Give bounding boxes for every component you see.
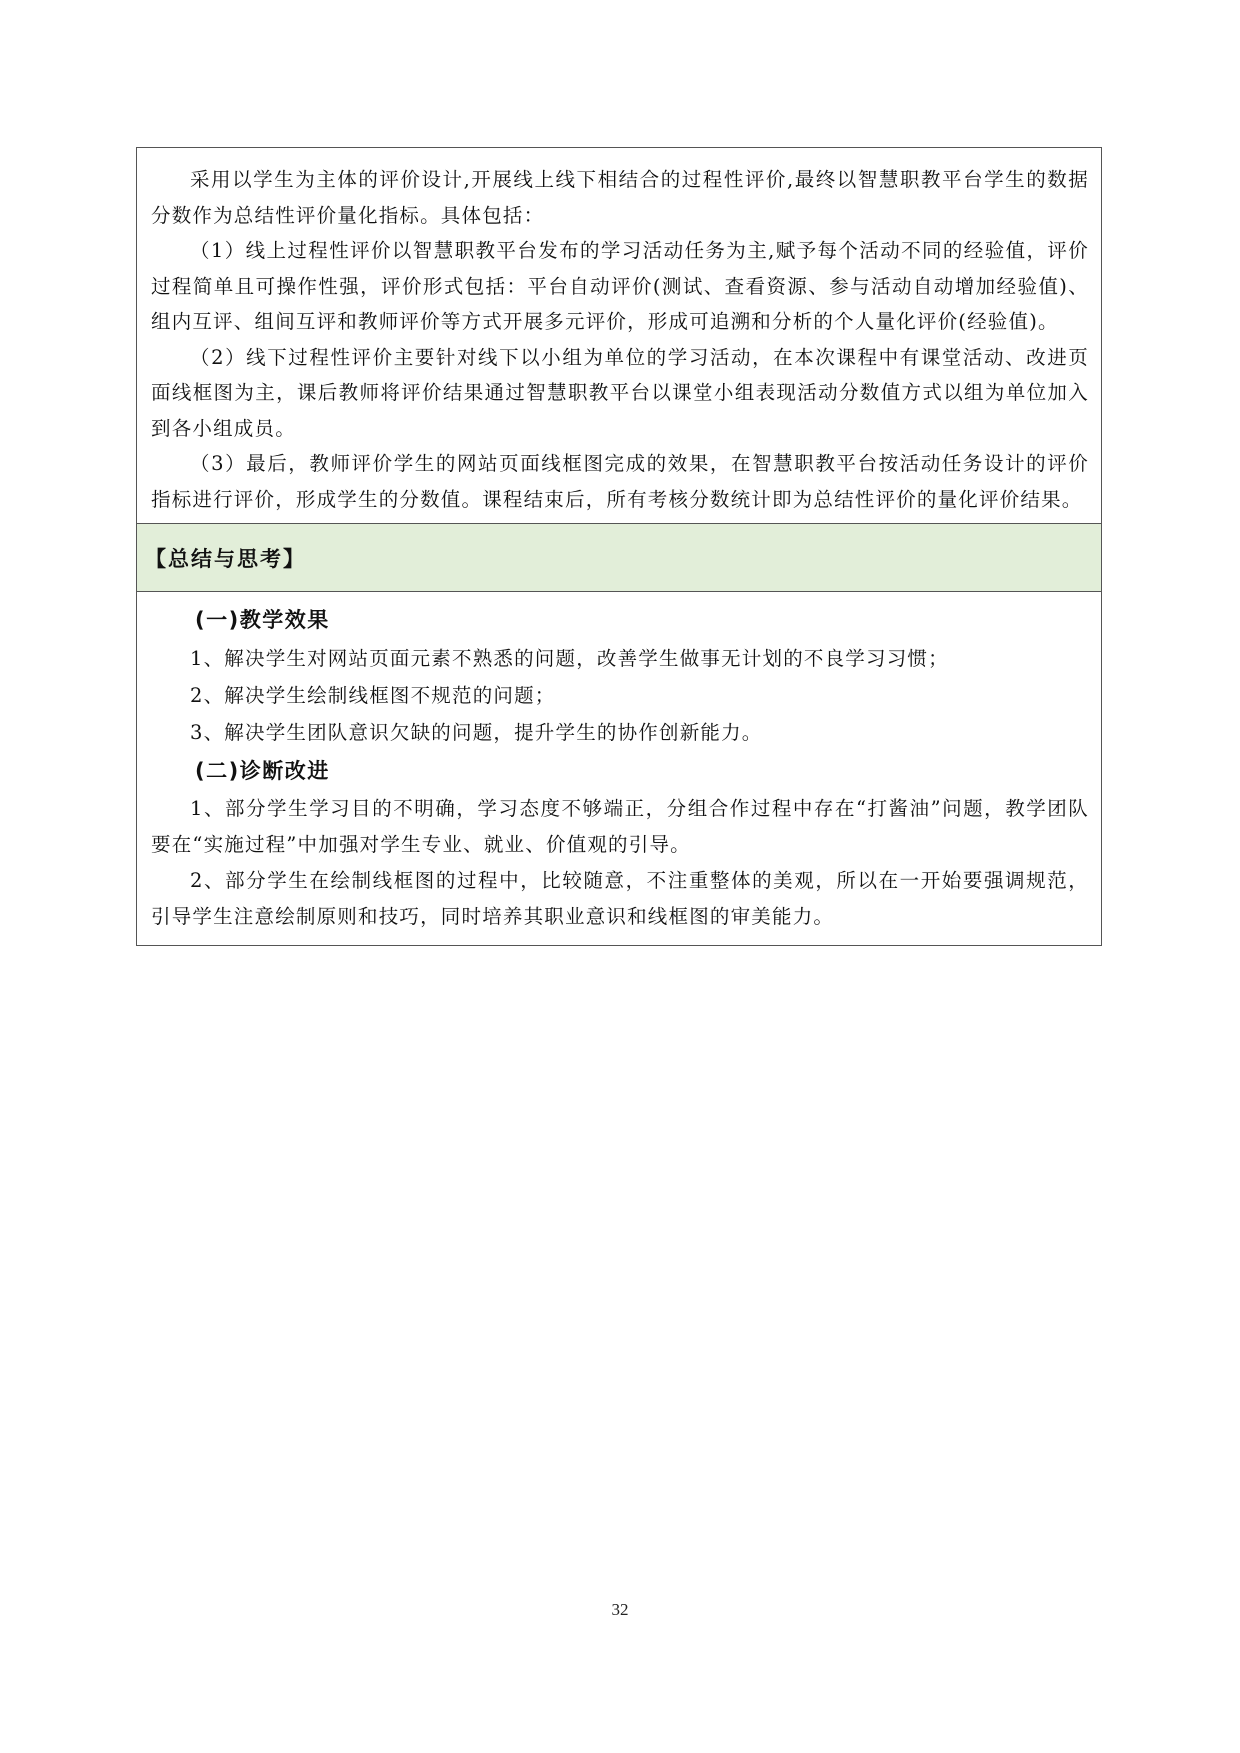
diagnosis-heading: (二)诊断改进 bbox=[195, 759, 330, 783]
content-table bbox=[136, 147, 1102, 946]
diagnosis-item: 1、部分学生学习目的不明确，学习态度不够端正，分组合作过程中存在“打酱油”问题，教学团队要在“实施过程”中加强对学生专业、就业、价值观的引导。 bbox=[151, 797, 1089, 856]
summary-header-title: 【总结与思考】 bbox=[145, 546, 306, 571]
teaching-effect-item: 3、解决学生团队意识欠缺的问题，提升学生的协作创新能力。 bbox=[190, 721, 763, 744]
evaluation-point-1: （1）线上过程性评价以智慧职教平台发布的学习活动任务为主,赋予每个活动不同的经验值，评价过程简单且可操作性强，评价形式包括：平台自动评价(测试、查看资源、参与活动自动增加经验值)、组内互评、组间互评和教师评价等方式开展多元评价，形成可追溯和分析的个人量化评价(经验值)。 bbox=[151, 239, 1089, 333]
evaluation-intro: 采用以学生为主体的评价设计,开展线上线下相结合的过程性评价,最终以智慧职教平台学生的数据分数作为总结性评价量化指标。具体包括： bbox=[151, 168, 1089, 227]
teaching-effect-heading: (一)教学效果 bbox=[195, 608, 330, 632]
evaluation-section bbox=[137, 148, 1101, 524]
summary-header bbox=[137, 524, 1101, 592]
diagnosis-item: 2、部分学生在绘制线框图的过程中，比较随意，不注重整体的美观，所以在一开始要强调规范，引导学生注意绘制原则和技巧，同时培养其职业意识和线框图的审美能力。 bbox=[151, 869, 1089, 928]
evaluation-point-3: （3）最后，教师评价学生的网站页面线框图完成的效果，在智慧职教平台按活动任务设计的评价指标进行评价，形成学生的分数值。课程结束后，所有考核分数统计即为总结性评价的量化评价结果。 bbox=[151, 452, 1089, 511]
page-number: 32 bbox=[611, 1600, 629, 1619]
evaluation-point-2: （2）线下过程性评价主要针对线下以小组为单位的学习活动，在本次课程中有课堂活动、改进页面线框图为主，课后教师将评价结果通过智慧职教平台以课堂小组表现活动分数值方式以组为单位加入到各小组成员。 bbox=[151, 345, 1089, 440]
summary-section bbox=[137, 592, 1101, 945]
teaching-effect-item: 1、解决学生对网站页面元素不熟悉的问题，改善学生做事无计划的不良学习习惯； bbox=[190, 647, 949, 670]
teaching-effect-item: 2、解决学生绘制线框图不规范的问题； bbox=[190, 684, 556, 707]
